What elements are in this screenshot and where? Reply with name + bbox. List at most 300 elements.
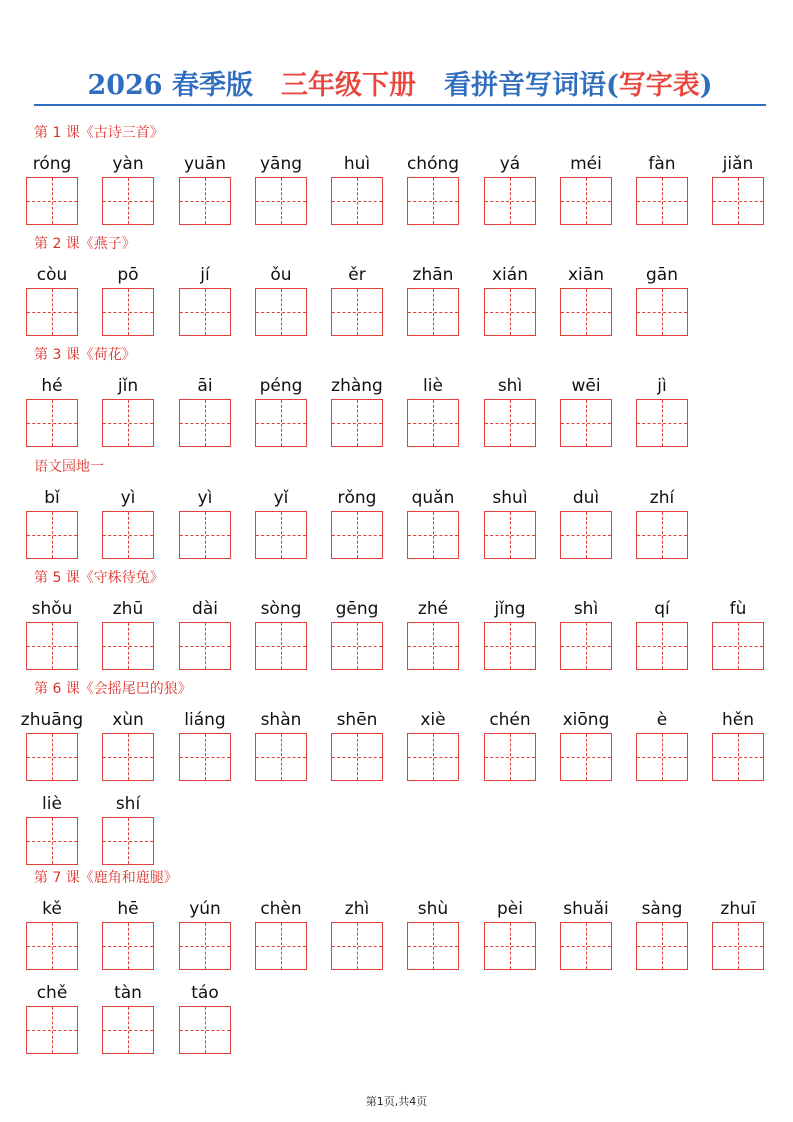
pinyin-row xyxy=(26,264,786,340)
grid-guide-vertical xyxy=(510,400,511,446)
writing-grid-box[interactable] xyxy=(407,399,459,447)
pinyin-label: yāng xyxy=(259,154,303,174)
pinyin-label: hěn xyxy=(721,710,754,730)
pinyin-cell xyxy=(560,598,612,674)
title-sub: 写字表 xyxy=(618,70,700,101)
writing-grid-box[interactable] xyxy=(560,399,612,447)
writing-grid-box[interactable] xyxy=(560,288,612,336)
pinyin-cell xyxy=(484,375,536,451)
pinyin-label: zhān xyxy=(412,265,454,285)
pinyin-cell xyxy=(407,709,459,785)
grid-guide-vertical xyxy=(662,623,663,669)
pinyin-label: quǎn xyxy=(411,488,455,508)
grid-guide-vertical xyxy=(205,1007,206,1053)
pinyin-label: shù xyxy=(417,899,449,919)
pinyin-cell xyxy=(179,487,231,563)
pinyin-row xyxy=(26,898,786,974)
pinyin-label: shí xyxy=(115,794,141,814)
writing-grid-box[interactable] xyxy=(26,922,78,970)
pinyin-label: chóng xyxy=(406,154,460,174)
writing-grid-box[interactable] xyxy=(712,733,764,781)
pinyin-label: zhàng xyxy=(331,376,383,396)
grid-guide-vertical xyxy=(52,734,53,780)
page-footer: 第1页,共4页 xyxy=(365,1095,428,1108)
pinyin-cell xyxy=(560,375,612,451)
writing-grid-box[interactable] xyxy=(26,511,78,559)
pinyin-cell xyxy=(179,982,231,1058)
pinyin-cell xyxy=(102,709,154,785)
grid-guide-vertical xyxy=(281,512,282,558)
grid-guide-vertical xyxy=(357,512,358,558)
pinyin-cell xyxy=(26,982,78,1058)
grid-guide-vertical xyxy=(52,400,53,446)
pinyin-label: róng xyxy=(32,154,72,174)
pinyin-row xyxy=(26,982,786,1058)
grid-guide-vertical xyxy=(662,400,663,446)
writing-grid-box[interactable] xyxy=(102,1006,154,1054)
writing-grid-box[interactable] xyxy=(407,288,459,336)
grid-guide-vertical xyxy=(128,734,129,780)
pinyin-cell xyxy=(26,375,78,451)
pinyin-label: chě xyxy=(36,983,68,1003)
lesson-title: 第 3 课《荷花》 xyxy=(34,347,136,363)
grid-guide-vertical xyxy=(128,1007,129,1053)
pinyin-cell xyxy=(331,487,383,563)
writing-grid-box[interactable] xyxy=(179,922,231,970)
pinyin-label: yún xyxy=(189,899,221,919)
pinyin-label: zhū xyxy=(112,599,144,619)
writing-grid-box[interactable] xyxy=(484,177,536,225)
writing-grid-box[interactable] xyxy=(407,622,459,670)
pinyin-label: yì xyxy=(120,488,136,508)
pinyin-cell xyxy=(26,153,78,229)
writing-grid-box[interactable] xyxy=(26,399,78,447)
pinyin-cell xyxy=(407,487,459,563)
pinyin-row xyxy=(26,598,786,674)
lesson-title: 第 7 课《鹿角和鹿腿》 xyxy=(34,870,178,886)
writing-grid-box[interactable] xyxy=(560,622,612,670)
writing-grid-box[interactable] xyxy=(255,399,307,447)
writing-grid-box[interactable] xyxy=(255,622,307,670)
writing-grid-box[interactable] xyxy=(560,922,612,970)
pinyin-cell xyxy=(255,487,307,563)
page-title xyxy=(34,68,766,106)
pinyin-label: shēn xyxy=(336,710,378,730)
writing-grid-box[interactable] xyxy=(331,622,383,670)
pinyin-label: kě xyxy=(42,899,62,919)
writing-grid-box[interactable] xyxy=(26,733,78,781)
grid-guide-vertical xyxy=(662,289,663,335)
pinyin-label: zhé xyxy=(417,599,449,619)
pinyin-cell xyxy=(179,264,231,340)
pinyin-cell xyxy=(26,264,78,340)
grid-guide-vertical xyxy=(357,734,358,780)
grid-guide-vertical xyxy=(433,178,434,224)
grid-guide-vertical xyxy=(205,289,206,335)
pinyin-cell xyxy=(331,264,383,340)
pinyin-cell xyxy=(560,898,612,974)
pinyin-label: táo xyxy=(191,983,219,1003)
pinyin-cell xyxy=(179,709,231,785)
pinyin-label: jì xyxy=(657,376,667,396)
grid-guide-vertical xyxy=(738,734,739,780)
pinyin-cell xyxy=(712,709,764,785)
writing-grid-box[interactable] xyxy=(26,288,78,336)
pinyin-cell xyxy=(484,153,536,229)
pinyin-cell xyxy=(102,153,154,229)
pinyin-cell xyxy=(102,375,154,451)
pinyin-cell xyxy=(407,598,459,674)
pinyin-cell xyxy=(255,598,307,674)
pinyin-label: huì xyxy=(343,154,371,174)
pinyin-label: gēng xyxy=(335,599,379,619)
pinyin-label: sòng xyxy=(260,599,302,619)
pinyin-cell xyxy=(636,709,688,785)
pinyin-label: ěr xyxy=(348,265,366,285)
pinyin-cell xyxy=(331,709,383,785)
writing-grid-box[interactable] xyxy=(484,288,536,336)
grid-guide-vertical xyxy=(52,512,53,558)
writing-grid-box[interactable] xyxy=(636,733,688,781)
pinyin-cell xyxy=(484,898,536,974)
pinyin-cell xyxy=(179,375,231,451)
grid-guide-vertical xyxy=(128,178,129,224)
pinyin-label: chén xyxy=(489,710,531,730)
pinyin-label: sàng xyxy=(641,899,683,919)
writing-grid-box[interactable] xyxy=(484,399,536,447)
pinyin-label: liè xyxy=(423,376,443,396)
grid-guide-vertical xyxy=(510,178,511,224)
grid-guide-vertical xyxy=(738,923,739,969)
pinyin-cell xyxy=(255,709,307,785)
writing-grid-box[interactable] xyxy=(102,177,154,225)
writing-grid-box[interactable] xyxy=(407,511,459,559)
writing-grid-box[interactable] xyxy=(560,177,612,225)
pinyin-label: hé xyxy=(41,376,63,396)
grid-guide-vertical xyxy=(510,512,511,558)
pinyin-cell xyxy=(179,153,231,229)
pinyin-label: rǒng xyxy=(337,488,377,508)
pinyin-cell xyxy=(560,264,612,340)
pinyin-label: xiān xyxy=(568,265,604,285)
writing-grid-box[interactable] xyxy=(26,177,78,225)
pinyin-label: pō xyxy=(117,265,139,285)
writing-grid-box[interactable] xyxy=(331,733,383,781)
writing-grid-box[interactable] xyxy=(636,511,688,559)
writing-grid-box[interactable] xyxy=(102,922,154,970)
pinyin-label: còu xyxy=(36,265,68,285)
lesson-title: 第 5 课《守株待兔》 xyxy=(34,570,164,586)
grid-guide-vertical xyxy=(662,512,663,558)
writing-grid-box[interactable] xyxy=(712,177,764,225)
grid-guide-vertical xyxy=(357,178,358,224)
pinyin-label: tàn xyxy=(114,983,142,1003)
pinyin-label: zhì xyxy=(344,899,370,919)
grid-guide-vertical xyxy=(433,400,434,446)
grid-guide-vertical xyxy=(433,623,434,669)
grid-guide-vertical xyxy=(281,623,282,669)
grid-guide-vertical xyxy=(662,923,663,969)
pinyin-cell xyxy=(331,375,383,451)
pinyin-cell xyxy=(331,898,383,974)
pinyin-label: xiōng xyxy=(562,710,610,730)
grid-guide-vertical xyxy=(128,289,129,335)
pinyin-label: fù xyxy=(729,599,747,619)
grid-guide-vertical xyxy=(586,289,587,335)
pinyin-label: zhuī xyxy=(720,899,756,919)
writing-grid-box[interactable] xyxy=(26,1006,78,1054)
writing-grid-box[interactable] xyxy=(484,511,536,559)
pinyin-row xyxy=(26,487,786,563)
writing-grid-box[interactable] xyxy=(179,288,231,336)
grid-guide-vertical xyxy=(357,289,358,335)
pinyin-cell xyxy=(560,487,612,563)
grid-guide-vertical xyxy=(281,289,282,335)
lesson-title: 第 1 课《古诗三首》 xyxy=(34,125,164,141)
grid-guide-vertical xyxy=(205,923,206,969)
pinyin-label: qí xyxy=(654,599,670,619)
pinyin-cell xyxy=(179,598,231,674)
pinyin-cell xyxy=(331,153,383,229)
writing-grid-box[interactable] xyxy=(179,177,231,225)
pinyin-cell xyxy=(102,793,154,869)
grid-guide-vertical xyxy=(586,623,587,669)
writing-grid-box[interactable] xyxy=(179,1006,231,1054)
grid-guide-vertical xyxy=(586,178,587,224)
pinyin-row xyxy=(26,375,786,451)
pinyin-cell xyxy=(712,898,764,974)
pinyin-label: fàn xyxy=(648,154,676,174)
pinyin-label: bǐ xyxy=(44,488,60,508)
pinyin-label: jǐng xyxy=(494,599,526,619)
pinyin-cell xyxy=(255,898,307,974)
pinyin-label: zhí xyxy=(649,488,675,508)
grid-guide-vertical xyxy=(205,400,206,446)
pinyin-cell xyxy=(255,153,307,229)
writing-grid-box[interactable] xyxy=(331,288,383,336)
pinyin-cell xyxy=(407,898,459,974)
writing-grid-box[interactable] xyxy=(712,922,764,970)
writing-grid-box[interactable] xyxy=(331,922,383,970)
pinyin-cell xyxy=(26,898,78,974)
writing-grid-box[interactable] xyxy=(102,399,154,447)
writing-grid-box[interactable] xyxy=(484,733,536,781)
pinyin-label: méi xyxy=(570,154,602,174)
pinyin-cell xyxy=(102,598,154,674)
pinyin-label: yá xyxy=(499,154,521,174)
pinyin-label: yǐ xyxy=(273,488,289,508)
pinyin-cell xyxy=(484,487,536,563)
pinyin-cell xyxy=(712,153,764,229)
title-close: ) xyxy=(699,70,713,101)
grid-guide-vertical xyxy=(357,923,358,969)
grid-guide-vertical xyxy=(281,178,282,224)
pinyin-label: duì xyxy=(572,488,600,508)
writing-grid-box[interactable] xyxy=(102,511,154,559)
pinyin-cell xyxy=(636,598,688,674)
pinyin-row xyxy=(26,153,786,229)
pinyin-cell xyxy=(102,982,154,1058)
pinyin-cell xyxy=(26,793,78,869)
writing-grid-box[interactable] xyxy=(102,288,154,336)
grid-guide-vertical xyxy=(586,734,587,780)
writing-grid-box[interactable] xyxy=(331,399,383,447)
writing-grid-box[interactable] xyxy=(636,922,688,970)
pinyin-row xyxy=(20,709,786,785)
pinyin-label: zhuāng xyxy=(20,710,84,730)
grid-guide-vertical xyxy=(128,923,129,969)
grid-guide-vertical xyxy=(433,923,434,969)
writing-grid-box[interactable] xyxy=(179,733,231,781)
grid-guide-vertical xyxy=(52,289,53,335)
writing-grid-box[interactable] xyxy=(636,622,688,670)
writing-grid-box[interactable] xyxy=(484,922,536,970)
pinyin-cell xyxy=(484,264,536,340)
pinyin-label: dài xyxy=(192,599,218,619)
pinyin-label: shì xyxy=(497,376,523,396)
pinyin-cell xyxy=(636,264,688,340)
pinyin-cell xyxy=(331,598,383,674)
pinyin-cell xyxy=(102,487,154,563)
grid-guide-vertical xyxy=(433,289,434,335)
writing-grid-box[interactable] xyxy=(26,817,78,865)
pinyin-label: liáng xyxy=(184,710,226,730)
writing-grid-box[interactable] xyxy=(560,511,612,559)
writing-grid-box[interactable] xyxy=(255,511,307,559)
writing-grid-box[interactable] xyxy=(102,733,154,781)
pinyin-cell xyxy=(560,153,612,229)
writing-grid-box[interactable] xyxy=(407,177,459,225)
pinyin-cell xyxy=(26,598,78,674)
pinyin-cell xyxy=(712,598,764,674)
pinyin-row xyxy=(26,793,786,869)
pinyin-cell xyxy=(636,375,688,451)
pinyin-cell xyxy=(26,487,78,563)
pinyin-cell xyxy=(20,709,84,785)
writing-grid-box[interactable] xyxy=(407,733,459,781)
pinyin-cell xyxy=(102,898,154,974)
pinyin-label: pèi xyxy=(497,899,523,919)
writing-grid-box[interactable] xyxy=(560,733,612,781)
grid-guide-vertical xyxy=(510,923,511,969)
pinyin-label: jiǎn xyxy=(722,154,754,174)
grid-guide-vertical xyxy=(205,623,206,669)
writing-grid-box[interactable] xyxy=(636,288,688,336)
pinyin-cell xyxy=(102,264,154,340)
grid-guide-vertical xyxy=(52,923,53,969)
pinyin-label: jǐn xyxy=(117,376,139,396)
writing-grid-box[interactable] xyxy=(407,922,459,970)
writing-grid-box[interactable] xyxy=(255,922,307,970)
pinyin-label: yàn xyxy=(112,154,144,174)
pinyin-label: gān xyxy=(646,265,678,285)
pinyin-label: jí xyxy=(200,265,210,285)
grid-guide-vertical xyxy=(128,818,129,864)
grid-guide-vertical xyxy=(662,178,663,224)
lesson-title: 第 6 课《会摇尾巴的狼》 xyxy=(34,681,192,697)
writing-grid-box[interactable] xyxy=(255,177,307,225)
grid-guide-vertical xyxy=(510,623,511,669)
writing-grid-box[interactable] xyxy=(255,733,307,781)
writing-grid-box[interactable] xyxy=(102,817,154,865)
pinyin-cell xyxy=(484,598,536,674)
pinyin-label: xùn xyxy=(112,710,144,730)
pinyin-cell xyxy=(179,898,231,974)
pinyin-label: è xyxy=(656,710,668,730)
grid-guide-vertical xyxy=(433,734,434,780)
pinyin-label: shàn xyxy=(260,710,302,730)
writing-grid-box[interactable] xyxy=(331,511,383,559)
pinyin-cell xyxy=(484,709,536,785)
writing-grid-box[interactable] xyxy=(179,511,231,559)
pinyin-label: yì xyxy=(197,488,213,508)
writing-grid-box[interactable] xyxy=(636,177,688,225)
grid-guide-vertical xyxy=(205,734,206,780)
grid-guide-vertical xyxy=(128,623,129,669)
grid-guide-vertical xyxy=(357,623,358,669)
pinyin-label: āi xyxy=(197,376,213,396)
grid-guide-vertical xyxy=(52,623,53,669)
writing-grid-box[interactable] xyxy=(255,288,307,336)
writing-grid-box[interactable] xyxy=(712,622,764,670)
grid-guide-vertical xyxy=(52,1007,53,1053)
writing-grid-box[interactable] xyxy=(636,399,688,447)
title-main: 看拼音写词语( xyxy=(443,70,619,101)
grid-guide-vertical xyxy=(662,734,663,780)
lesson-title: 第 2 课《燕子》 xyxy=(34,236,136,252)
writing-grid-box[interactable] xyxy=(26,622,78,670)
pinyin-label: shì xyxy=(573,599,599,619)
writing-grid-box[interactable] xyxy=(484,622,536,670)
writing-grid-box[interactable] xyxy=(102,622,154,670)
grid-guide-vertical xyxy=(738,178,739,224)
pinyin-cell xyxy=(636,153,688,229)
lesson-title: 语文园地一 xyxy=(34,459,104,475)
title-grade: 三年级下册 xyxy=(280,70,416,101)
pinyin-cell xyxy=(255,375,307,451)
grid-guide-vertical xyxy=(586,512,587,558)
pinyin-label: wēi xyxy=(571,376,601,396)
writing-grid-box[interactable] xyxy=(179,622,231,670)
pinyin-label: liè xyxy=(42,794,62,814)
pinyin-label: xián xyxy=(492,265,528,285)
pinyin-cell xyxy=(407,264,459,340)
grid-guide-vertical xyxy=(205,178,206,224)
pinyin-cell xyxy=(636,487,688,563)
grid-guide-vertical xyxy=(586,923,587,969)
pinyin-cell xyxy=(636,898,688,974)
pinyin-label: shuì xyxy=(492,488,528,508)
grid-guide-vertical xyxy=(281,400,282,446)
grid-guide-vertical xyxy=(586,400,587,446)
grid-guide-vertical xyxy=(128,400,129,446)
grid-guide-vertical xyxy=(52,818,53,864)
grid-guide-vertical xyxy=(357,400,358,446)
writing-grid-box[interactable] xyxy=(179,399,231,447)
grid-guide-vertical xyxy=(433,512,434,558)
grid-guide-vertical xyxy=(510,734,511,780)
pinyin-label: hē xyxy=(117,899,139,919)
grid-guide-vertical xyxy=(281,923,282,969)
pinyin-label: shuǎi xyxy=(563,899,609,919)
pinyin-label: xiè xyxy=(420,710,446,730)
pinyin-label: chèn xyxy=(260,899,302,919)
grid-guide-vertical xyxy=(281,734,282,780)
grid-guide-vertical xyxy=(52,178,53,224)
writing-grid-box[interactable] xyxy=(331,177,383,225)
grid-guide-vertical xyxy=(738,623,739,669)
pinyin-cell xyxy=(407,375,459,451)
